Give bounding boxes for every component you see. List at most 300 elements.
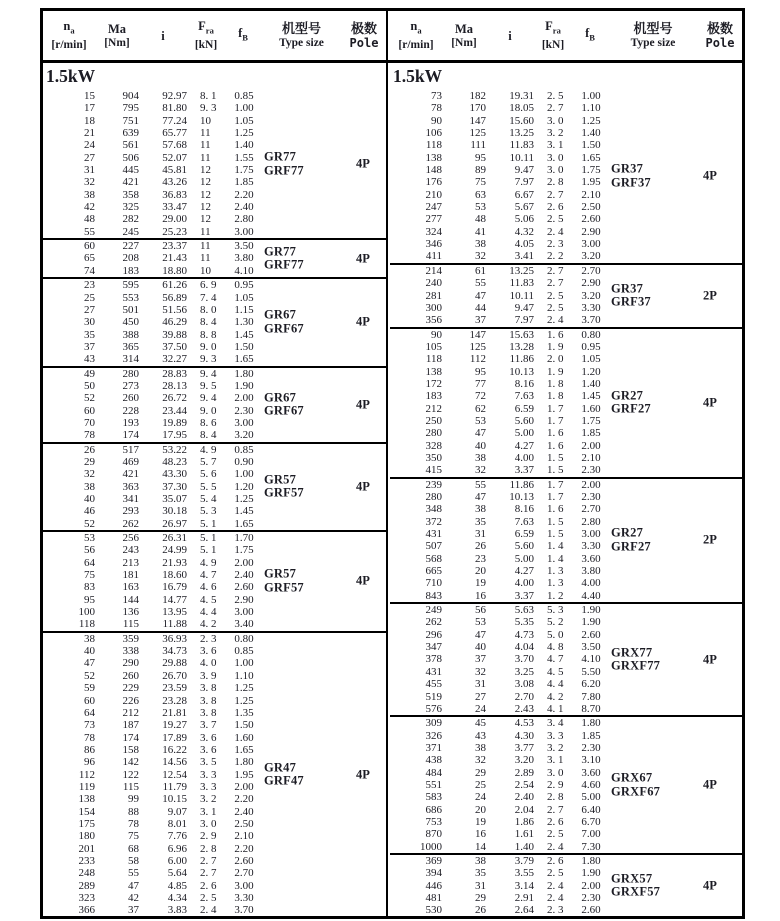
cell-na: 40 <box>84 645 95 658</box>
cell-fra: 2. 5 <box>547 867 564 880</box>
cell-i: 2.89 <box>514 766 534 779</box>
cell-ma: 290 <box>122 657 139 670</box>
cell-na: 118 <box>425 139 442 152</box>
cell-i: 37.30 <box>162 480 187 493</box>
cell-i: 51.56 <box>162 303 187 316</box>
cell-i: 5.00 <box>514 552 534 565</box>
cell-ma: 125 <box>469 340 486 353</box>
cell-fra: 2. 8 <box>200 842 217 855</box>
section-label-right: 1.5kW <box>393 66 443 86</box>
gear-block-gr57-4p <box>43 530 386 631</box>
cell-i: 43.26 <box>162 176 187 189</box>
table-row <box>43 176 386 188</box>
cell-fra: 12 <box>200 201 211 214</box>
header-i: i <box>161 28 165 43</box>
cell-ma: 20 <box>475 565 486 578</box>
cell-fra: 2. 6 <box>547 815 564 828</box>
table-row <box>43 164 386 176</box>
cell-na: 18 <box>84 114 95 127</box>
cell-i: 11.79 <box>162 780 187 793</box>
cell-fb: 1.00 <box>234 102 254 115</box>
cell-ma: 363 <box>122 480 139 493</box>
cell-fra: 10 <box>200 114 211 127</box>
cell-fra: 8. 6 <box>200 416 217 429</box>
cell-na: 172 <box>425 377 442 390</box>
cell-ma: 31 <box>475 528 486 541</box>
cell-fra: 5. 3 <box>200 505 217 518</box>
table-row <box>390 201 742 213</box>
cell-i: 3.70 <box>514 653 534 666</box>
cell-na: 431 <box>425 528 442 541</box>
cell-ma: 388 <box>122 328 139 341</box>
cell-ma: 25 <box>475 778 486 791</box>
cell-i: 16.22 <box>162 743 187 756</box>
table-row <box>390 250 742 262</box>
cell-na: 686 <box>425 803 442 816</box>
cell-ma: 227 <box>122 240 139 253</box>
cell-fra: 2. 2 <box>547 250 564 263</box>
cell-na: 27 <box>84 151 95 164</box>
cell-ma: 365 <box>122 340 139 353</box>
cell-fb: 7.30 <box>581 840 601 853</box>
gear-block-gr67-4p <box>43 366 386 442</box>
cell-ma: 243 <box>122 544 139 557</box>
table-row <box>43 292 386 304</box>
cell-fra: 3. 0 <box>547 151 564 164</box>
cell-i: 28.83 <box>162 367 187 380</box>
cell-i: 26.97 <box>162 517 187 530</box>
cell-ma: 16 <box>475 589 486 602</box>
cell-ma: 282 <box>122 213 139 226</box>
cell-ma: 32 <box>475 665 486 678</box>
cell-fb: 1.05 <box>234 291 254 304</box>
cell-na: 31 <box>84 164 95 177</box>
cell-fb: 2.40 <box>234 805 254 818</box>
cell-na: 356 <box>425 314 442 327</box>
cell-na: 138 <box>425 365 442 378</box>
cell-i: 34.73 <box>162 645 187 658</box>
cell-na: 551 <box>425 778 442 791</box>
cell-i: 4.53 <box>514 717 534 730</box>
cell-na: 347 <box>425 641 442 654</box>
cell-i: 10.15 <box>162 793 187 806</box>
cell-na: 507 <box>425 540 442 553</box>
cell-ma: 174 <box>122 731 139 744</box>
cell-ma: 314 <box>122 353 139 366</box>
cell-ma: 228 <box>122 404 139 417</box>
table-row <box>43 392 386 404</box>
table-row <box>390 226 742 238</box>
cell-fra: 11 <box>200 127 211 140</box>
cell-ma: 62 <box>475 402 486 415</box>
cell-ma: 14 <box>475 840 486 853</box>
cell-fb: 0.85 <box>234 645 254 658</box>
cell-i: 21.81 <box>162 706 187 719</box>
cell-fb: 4.10 <box>581 653 601 666</box>
cell-fra: 2. 6 <box>547 201 564 214</box>
table-row <box>390 742 742 754</box>
cell-ma: 38 <box>475 503 486 516</box>
type-size-label: GR47 GRF47 <box>264 760 304 788</box>
cell-fra: 2. 4 <box>547 225 564 238</box>
cell-fra: 2. 7 <box>200 854 217 867</box>
cell-na: 90 <box>431 114 442 127</box>
cell-i: 18.80 <box>162 264 187 277</box>
table-row <box>390 629 742 641</box>
cell-fra: 3. 1 <box>547 754 564 767</box>
table-row <box>390 703 742 715</box>
table-left-half <box>43 63 386 917</box>
header-i: i <box>508 28 512 43</box>
cell-i: 5.64 <box>167 867 187 880</box>
cell-na: 60 <box>84 694 95 707</box>
cell-fra: 3. 6 <box>200 645 217 658</box>
cell-fra: 2. 5 <box>547 213 564 226</box>
cell-fb: 3.00 <box>581 528 601 541</box>
cell-i: 36.83 <box>162 188 187 201</box>
table-row <box>43 252 386 264</box>
cell-fra: 1. 6 <box>547 427 564 440</box>
cell-na: 29 <box>84 455 95 468</box>
table-row <box>43 904 386 916</box>
cell-na: 52 <box>84 517 95 530</box>
header-fb: $f_B$ <box>585 26 595 43</box>
table-row <box>43 139 386 151</box>
cell-na: 394 <box>425 867 442 880</box>
table-row <box>390 855 742 867</box>
type-size-label: GRX77 GRXF77 <box>611 645 661 673</box>
cell-fb: 1.50 <box>234 340 254 353</box>
cell-i: 9.47 <box>514 301 534 314</box>
cell-ma: 112 <box>469 353 486 366</box>
table-row <box>43 90 386 102</box>
cell-i: 8.16 <box>514 503 534 516</box>
table-row <box>390 115 742 127</box>
cell-fb: 1.20 <box>234 480 254 493</box>
pole-label: 4P <box>356 397 370 412</box>
cell-na: 35 <box>84 328 95 341</box>
cell-i: 7.76 <box>167 830 187 843</box>
cell-fb: 2.20 <box>234 188 254 201</box>
table-row <box>390 127 742 139</box>
type-size-label: GR67 GRF67 <box>264 307 304 336</box>
table-row <box>390 754 742 766</box>
cell-fra: 12 <box>200 188 211 201</box>
cell-ma: 517 <box>122 443 139 456</box>
cell-fra: 3. 7 <box>200 719 217 732</box>
cell-i: 24.99 <box>162 544 187 557</box>
cell-fb: 1.10 <box>581 102 601 115</box>
cell-ma: 26 <box>475 904 486 917</box>
cell-fb: 0.80 <box>581 328 601 341</box>
cell-fb: 1.90 <box>581 604 601 617</box>
cell-na: 289 <box>78 879 95 892</box>
cell-fb: 1.60 <box>581 402 601 415</box>
table-row <box>43 618 386 630</box>
table-row <box>390 189 742 201</box>
cell-ma: 338 <box>122 645 139 658</box>
header-ma: Ma [Nm] <box>451 21 477 49</box>
cell-i: 61.26 <box>162 279 187 292</box>
cell-fra: 5. 3 <box>547 604 564 617</box>
type-size-label: GR77 GRF77 <box>264 244 304 272</box>
cell-na: 112 <box>78 768 95 781</box>
cell-fra: 9. 3 <box>200 353 217 366</box>
type-size-label: GRX57 GRXF57 <box>611 871 661 899</box>
cell-fb: 2.50 <box>581 201 601 214</box>
pole-label: 4P <box>356 156 370 171</box>
cell-fra: 1. 4 <box>547 540 564 553</box>
cell-ma: 122 <box>122 768 139 781</box>
gear-block-gr37-4p <box>390 90 742 263</box>
cell-fra: 4. 7 <box>200 569 217 582</box>
table-row <box>390 314 742 326</box>
cell-fb: 2.00 <box>234 780 254 793</box>
cell-fra: 3. 2 <box>547 127 564 140</box>
cell-ma: 183 <box>122 264 139 277</box>
cell-na: 38 <box>84 632 95 645</box>
cell-i: 37.50 <box>162 340 187 353</box>
cell-fb: 1.85 <box>581 729 601 742</box>
cell-i: 30.18 <box>162 505 187 518</box>
cell-fra: 4. 4 <box>200 606 217 619</box>
table-row <box>43 806 386 818</box>
cell-fra: 1. 6 <box>547 439 564 452</box>
cell-na: 83 <box>84 581 95 594</box>
cell-fb: 3.20 <box>581 289 601 302</box>
cell-ma: 47 <box>475 628 486 641</box>
cell-fra: 9. 0 <box>200 404 217 417</box>
cell-fra: 2. 3 <box>547 904 564 917</box>
cell-fb: 1.95 <box>581 176 601 189</box>
table-row <box>390 238 742 250</box>
header-type: 机型号 Type size <box>630 20 676 49</box>
cell-i: 8.01 <box>167 817 187 830</box>
cell-na: 64 <box>84 706 95 719</box>
cell-i: 6.00 <box>167 854 187 867</box>
table-row <box>390 353 742 365</box>
cell-fra: 4. 7 <box>547 653 564 666</box>
type-size-label: GR77 GRF77 <box>264 149 304 178</box>
cell-ma: 212 <box>122 706 139 719</box>
cell-ma: 795 <box>122 102 139 115</box>
type-size-label: GR27 GRF27 <box>611 525 651 554</box>
cell-ma: 37 <box>128 904 139 917</box>
gear-block-grx67-4p <box>390 715 742 853</box>
cell-i: 13.28 <box>509 340 534 353</box>
cell-fra: 1. 5 <box>547 528 564 541</box>
cell-fra: 8. 1 <box>200 90 217 102</box>
gear-block-gr37-2p <box>390 263 742 327</box>
table-header-left <box>43 11 386 60</box>
table-row <box>43 226 386 238</box>
cell-fra: 1. 7 <box>547 402 564 415</box>
cell-na: 27 <box>84 303 95 316</box>
cell-na: 46 <box>84 505 95 518</box>
cell-fb: 7.00 <box>581 828 601 841</box>
pole-label: 2P <box>703 532 717 547</box>
table-row <box>43 417 386 429</box>
cell-i: 53.22 <box>162 443 187 456</box>
cell-fra: 2. 8 <box>547 791 564 804</box>
cell-fra: 2. 7 <box>547 102 564 115</box>
cell-fra: 4. 0 <box>200 657 217 670</box>
cell-fb: 0.95 <box>234 279 254 292</box>
cell-fb: 3.00 <box>581 238 601 251</box>
table-row <box>43 569 386 581</box>
cell-na: 78 <box>431 102 442 115</box>
cell-i: 4.00 <box>514 451 534 464</box>
cell-ma: 29 <box>475 766 486 779</box>
cell-ma: 24 <box>475 791 486 804</box>
cell-fb: 4.00 <box>581 577 601 590</box>
cell-i: 52.07 <box>162 151 187 164</box>
header-na: $n_a$ [r/min] <box>51 19 87 51</box>
table-row <box>43 152 386 164</box>
cell-fra: 10 <box>200 264 211 277</box>
cell-fb: 1.45 <box>234 328 254 341</box>
cell-fb: 2.40 <box>234 201 254 214</box>
cell-na: 843 <box>425 589 442 602</box>
cell-fb: 3.30 <box>581 540 601 553</box>
cell-i: 16.79 <box>162 581 187 594</box>
cell-fb: 2.30 <box>581 464 601 477</box>
cell-na: 753 <box>425 815 442 828</box>
cell-fb: 2.70 <box>581 503 601 516</box>
cell-na: 411 <box>425 250 442 263</box>
cell-i: 14.56 <box>162 756 187 769</box>
cell-ma: 35 <box>475 515 486 528</box>
type-size-label: GRX67 GRXF67 <box>611 770 661 799</box>
cell-ma: 358 <box>122 188 139 201</box>
blocks-right <box>390 90 742 917</box>
cell-fb: 2.30 <box>581 491 601 503</box>
cell-fra: 2. 7 <box>547 264 564 277</box>
gear-block-gr47-4p <box>43 631 386 917</box>
cell-na: 118 <box>78 618 95 631</box>
type-size-label: GR27 GRF27 <box>611 388 651 416</box>
cell-fra: 3. 3 <box>200 780 217 793</box>
cell-i: 2.54 <box>514 778 534 791</box>
cell-fra: 4. 2 <box>547 690 564 703</box>
cell-i: 3.83 <box>167 904 187 917</box>
cell-i: 1.40 <box>514 840 534 853</box>
cell-fra: 1. 5 <box>547 515 564 528</box>
cell-fra: 11 <box>200 151 211 164</box>
table-right-half <box>386 63 742 917</box>
cell-na: 277 <box>425 213 442 226</box>
cell-fra: 1. 8 <box>547 390 564 403</box>
cell-i: 10.13 <box>509 491 534 503</box>
cell-ma: 553 <box>122 291 139 304</box>
cell-ma: 29 <box>475 892 486 904</box>
cell-na: 55 <box>84 225 95 238</box>
cell-na: 239 <box>425 478 442 491</box>
cell-i: 48.23 <box>162 455 187 468</box>
cell-fb: 1.40 <box>581 377 601 390</box>
cell-fb: 3.70 <box>581 314 601 327</box>
cell-na: 350 <box>425 451 442 464</box>
table-row <box>43 115 386 127</box>
cell-ma: 213 <box>122 556 139 569</box>
cell-na: 95 <box>84 593 95 606</box>
cell-fb: 1.45 <box>234 505 254 518</box>
cell-i: 4.85 <box>167 879 187 892</box>
cell-fb: 0.85 <box>234 90 254 102</box>
table-row <box>390 452 742 464</box>
table-row <box>43 505 386 517</box>
table-row <box>390 102 742 114</box>
gear-block-gr27-2p <box>390 477 742 602</box>
cell-i: 7.97 <box>514 314 534 327</box>
cell-na: 323 <box>78 892 95 904</box>
gear-block-gr57-4p <box>43 442 386 530</box>
table-row <box>43 189 386 201</box>
table-row <box>43 756 386 768</box>
cell-fb: 3.10 <box>581 754 601 767</box>
cell-i: 5.67 <box>514 201 534 214</box>
cell-fra: 3. 0 <box>547 766 564 779</box>
cell-fb: 8.70 <box>581 702 601 715</box>
cell-fb: 1.00 <box>234 657 254 670</box>
table-row <box>43 213 386 225</box>
cell-i: 4.27 <box>514 565 534 578</box>
cell-na: 481 <box>425 892 442 904</box>
cell-na: 446 <box>425 879 442 892</box>
cell-na: 568 <box>425 552 442 565</box>
cell-ma: 262 <box>122 517 139 530</box>
cell-ma: 95 <box>475 365 486 378</box>
cell-i: 3.20 <box>514 754 534 767</box>
cell-i: 7.63 <box>514 390 534 403</box>
cell-na: 73 <box>84 719 95 732</box>
table-row <box>43 557 386 569</box>
cell-na: 73 <box>431 90 442 102</box>
cell-fra: 2. 7 <box>547 277 564 290</box>
cell-fra: 2. 6 <box>200 879 217 892</box>
cell-fb: 3.30 <box>234 892 254 904</box>
table-row <box>390 427 742 439</box>
cell-fb: 1.40 <box>581 127 601 140</box>
table-row <box>43 353 386 365</box>
table-row <box>43 102 386 114</box>
cell-ma: 293 <box>122 505 139 518</box>
cell-fb: 3.00 <box>234 606 254 619</box>
cell-ma: 38 <box>475 451 486 464</box>
cell-fb: 1.25 <box>234 694 254 707</box>
cell-i: 23.28 <box>162 694 187 707</box>
cell-na: 52 <box>84 669 95 682</box>
cell-i: 3.37 <box>514 589 534 602</box>
cell-na: 201 <box>78 842 95 855</box>
cell-ma: 37 <box>475 314 486 327</box>
table-row <box>390 730 742 742</box>
cell-i: 13.95 <box>162 606 187 619</box>
cell-fra: 5. 1 <box>200 517 217 530</box>
cell-ma: 89 <box>475 164 486 177</box>
cell-fb: 2.60 <box>234 581 254 594</box>
cell-fra: 12 <box>200 164 211 177</box>
cell-fra: 5. 7 <box>200 455 217 468</box>
cell-ma: 469 <box>122 455 139 468</box>
type-size-label: GR67 GRF67 <box>264 390 304 418</box>
cell-i: 3.41 <box>514 250 534 263</box>
cell-ma: 38 <box>475 238 486 251</box>
cell-fb: 5.00 <box>581 791 601 804</box>
cell-fra: 3. 3 <box>200 768 217 781</box>
cell-ma: 41 <box>475 225 486 238</box>
cell-ma: 208 <box>122 252 139 265</box>
